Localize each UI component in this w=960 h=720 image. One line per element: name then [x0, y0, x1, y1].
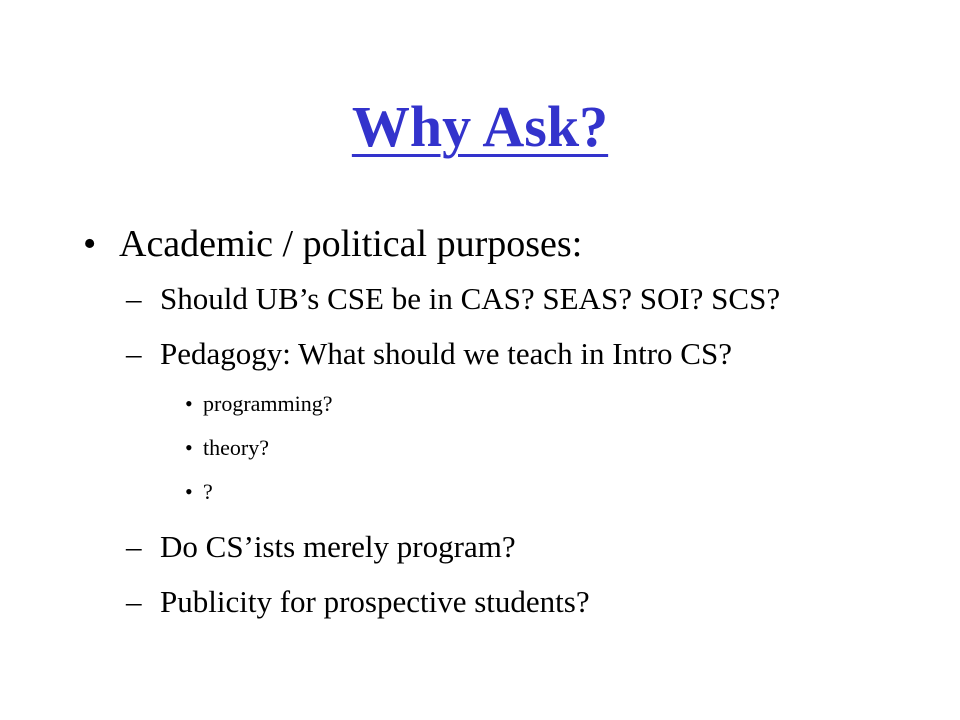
subitem-text: Pedagogy: What should we teach in Intro CS? [160, 336, 732, 371]
bullet-marker: • [185, 391, 193, 416]
bullet-marker: • [185, 479, 193, 504]
subitem-publicity [126, 584, 590, 620]
subsubitem-theory [185, 435, 269, 461]
subsubitem-text: ? [203, 479, 213, 504]
subitem-text: Should UB’s CSE be in CAS? SEAS? SOI? SCS? [160, 281, 781, 316]
subitem-pedagogy [126, 336, 732, 372]
bullet-marker: • [83, 223, 97, 265]
subitem-text: Publicity for prospective students? [160, 584, 590, 619]
dash-marker: – [126, 529, 142, 564]
slide-title-text: Why Ask? [351, 94, 609, 159]
subitem-do-csists-program [126, 529, 516, 565]
dash-marker: – [126, 584, 142, 619]
slide-title [0, 92, 960, 162]
dash-marker: – [126, 336, 142, 371]
subitem-ub-cse [126, 281, 781, 317]
subsubitem-programming [185, 391, 333, 417]
bullet-marker: • [185, 435, 193, 460]
bullet-text: Academic / political purposes: [119, 223, 583, 265]
bullet-academic-political [83, 222, 583, 266]
dash-marker: – [126, 281, 142, 316]
subsubitem-text: programming? [203, 391, 333, 416]
subsubitem-text: theory? [203, 435, 269, 460]
subsubitem-question [185, 479, 213, 505]
subitem-text: Do CS’ists merely program? [160, 529, 516, 564]
